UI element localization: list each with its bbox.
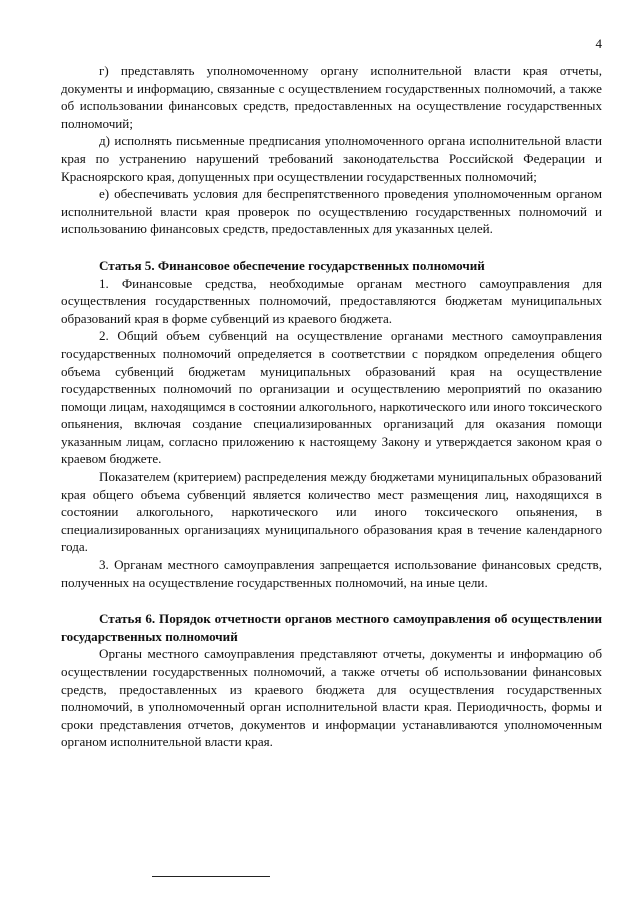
article5-heading: Статья 5. Финансовое обеспечение государственных полномочий: [99, 257, 485, 273]
article5-paragraph-3: Показателем (критерием) распределения между бюджетами муниципальных образований края общего объема субвенций является количество мест размещения лиц, находящихся в состоянии алкогольного, наркотического или иного токсического опьянения, в специализированных организациях муниципального образования края в течение календарного года.: [61, 469, 602, 555]
article5-paragraph-1: 1. Финансовые средства, необходимые органам местного самоуправления для осуществления государственных полномочий, предоставляются бюджетам муниципальных образований края в форме субвенций из краевого бюджета.: [61, 275, 602, 326]
list-item-d: д) исполнять письменные предписания уполномоченного органа исполнительной власти края по устранению нарушений требований законодательства Российской Федерации и Красноярского края, допущенных при осуществлении государственных полномочий;: [61, 133, 602, 184]
section-gap: [61, 591, 602, 610]
footer-divider: [152, 876, 270, 877]
page-number: 4: [595, 36, 602, 51]
article5-paragraph-4: 3. Органам местного самоуправления запрещается использование финансовых средств, полученных на осуществление государственных полномочий, на иные цели.: [61, 557, 602, 590]
article6-heading: Статья 6. Порядок отчетности органов местного самоуправления об осуществлении государственных полномочий: [61, 611, 602, 644]
article6-paragraph-1: Органы местного самоуправления представляют отчеты, документы и информацию об осуществлении государственных полномочий, а также отчеты об использовании финансовых средств, предоставленных из краевого бюджета для осуществления государственных полномочий, в уполномоченный орган исполнительной власти края. Периодичность, формы и сроки представления отчетов, документов и информации устанавливаются уполномоченным органом исполнительной власти края.: [61, 646, 602, 750]
list-item-e: е) обеспечивать условия для беспрепятственного проведения уполномоченным органом исполнительной власти края проверок по осуществлению государственных полномочий и использованию финансовых средств, предоставленных для указанных целей.: [61, 186, 602, 237]
document-body: [61, 62, 602, 751]
list-item-g: г) представлять уполномоченному органу исполнительной власти края отчеты, документы и информацию, связанные с осуществлением государственных полномочий, а также об использовании финансовых средств, предоставленных на осуществление государственных полномочий;: [61, 63, 602, 131]
section-gap: [61, 238, 602, 257]
article5-paragraph-2: 2. Общий объем субвенций на осуществление органами местного самоуправления государственных полномочий определяется в соответствии с порядком определения общего объема субвенций бюджетам муниципальных образований края на осуществление государственных полномочий по организации и осуществлению мероприятий по оказанию помощи лицам, находящимся в состоянии алкогольного, наркотического или иного токсического опьянения, включая создание специализированных организаций для оказания помощи указанным лицам, согласно приложению к настоящему Закону и утверждается законом края о краевом бюджете.: [61, 328, 602, 467]
